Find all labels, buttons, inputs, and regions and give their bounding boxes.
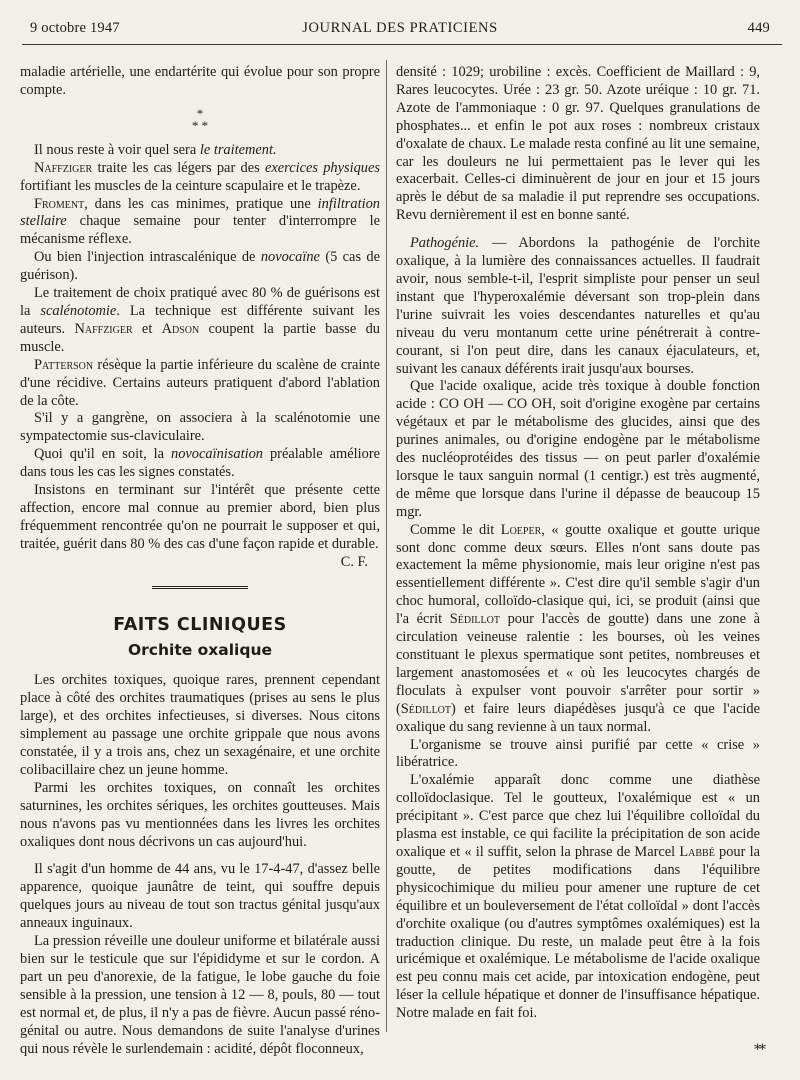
author-name: Loeper: [500, 521, 542, 538]
paragraph: La pression réveille une douleur uniforme et bilatérale aussi bien sur le testicule que sur l'épididyme et sur le cordon. A part un peu d'anorexie, de la fatigue, le lobe gauche du foie sensible à la pression, une tension à 12 — 8, pouls, 80 — tout est normal et, de plus, il n'y a pas de fièvre. Aucun passé réno-génital ou autre. Nous demandons de suite l'analyse d'urines qui nous révèle le surlendemain : acidité, dépôt floconneux,: [20, 933, 380, 1057]
left-column: [20, 64, 380, 1058]
paragraph: Il nous reste à voir quel sera le traitement.: [34, 141, 277, 158]
journal-name: JOURNAL DES PRATICIENS: [302, 20, 498, 36]
header-rule: [22, 44, 782, 45]
page-number: 449: [747, 20, 770, 36]
paragraph: Patterson résèque la partie inférieure du scalène de crainte d'une récidive. Certains auteurs pratiquent d'abord l'ablation de la côte.: [20, 356, 380, 409]
author-name: Naffziger: [34, 159, 93, 176]
column-rule: [386, 60, 387, 1032]
paragraph: maladie artérielle, une endartérite qui évolue pour son propre compte.: [20, 64, 380, 98]
paragraph: L'organisme se trouve ainsi purifié par cette « crise » libératrice.: [396, 736, 760, 771]
article-title: Orchite oxalique: [127, 641, 273, 660]
paragraph: Quoi qu'il en soit, la novocaïnisation préalable améliore dans tous les cas les signes constatés.: [20, 446, 380, 481]
subheading: Pathogénie.: [410, 235, 480, 252]
author-name: Naffziger: [74, 320, 133, 337]
section-separator: [152, 586, 248, 591]
running-header: [30, 20, 770, 42]
section-stars: * * *: [191, 105, 209, 133]
paragraph: S'il y a gangrène, on associera à la scalénotomie une sympatectomie sus-claviculaire.: [20, 410, 380, 445]
right-column: [396, 64, 760, 1023]
section-title: FAITS CLINIQUES: [113, 614, 287, 635]
paragraph: Le traitement de choix pratiqué avec 80 % de guérisons est la scalénotomie. La technique est différente suivant les auteurs. Naffziger et Adson coupent la partie basse du muscle.: [20, 285, 381, 355]
author-name: Froment: [34, 195, 85, 212]
author-name: Sédillot: [400, 700, 452, 717]
paragraph: Insistons en terminant sur l'intérêt que présente cette affection, encore mal connue au premier abord, bien plus fréquemment rencontrée qu'on ne pourrait le supposer et qui, traitée, guérit dans 80 % des cas d'une façon rapide et durable.: [20, 482, 380, 552]
paragraph: L'oxalémie apparaît donc comme une diathèse colloïdoclasique. Tel le goutteux, l'oxalémique est « un précipitant ». C'est parce que chez lui l'équilibre colloïdal du plasma est instable, ce qui facilite la précipitation de son acide oxalique et « il suffit, selon la phrase de Marcel Labbé pour la goutte, de petites modifications dans l'équilibre physicochimique du milieu pour amener une rupture de cet équilibre et un bouleversement de l'état colloïdal » dont l'accès d'orchite oxalique (ou d'autres symptômes oxalémiques) est la traduction clinique. Du reste, un malade peut être à la fois uricémique et oxalémique. Le métabolisme de l'acide oxalique est peu connu mais cet acide, par intoxication endogène, peut léser la cellule hépatique et donner de l'insuffisance hépatique. Notre malade en fait foi.: [396, 772, 760, 1022]
issue-date: 9 octobre 1947: [30, 20, 120, 36]
author-name: Sédillot: [449, 611, 500, 628]
paragraph: Pathogénie. — Abordons la pathogénie de l'orchite oxalique, à la lumière des connaissances actuelles. Il faudrait avoir, nous semble-t-il, l'esprit simpliste pour penser un seul instant que l'hyperoxalémie déversant son trop-plein dans l'urine suivrait les voies descendantes naturelles et qu'au niveau du veru montanum cette urine pénétrerait à contre-courant, si l'on peut dire, dans les canaux éjaculateurs, et, suivant les canaux déférents irait jusqu'aux bourses.: [396, 235, 760, 377]
paragraph: Ou bien l'injection intrascalénique de novocaïne (5 cas de guérison).: [20, 249, 380, 284]
paragraph: Froment, dans les cas minimes, pratique une infiltration stellaire chaque semaine pour tenter d'interrompre le mécanisme réflexe.: [20, 195, 380, 248]
printer-mark: **: [754, 1042, 764, 1058]
author-name: Patterson: [34, 356, 94, 373]
paragraph: Parmi les orchites toxiques, on connaît les orchites saturnines, les orchites sériques, les orchites goutteuses. Mais nous n'avons pas vu mentionnées dans les livres les orchites oxaliques dont nous décrivons un cas aujourd'hui.: [20, 779, 380, 850]
author-name: Adson: [161, 320, 200, 337]
signature: C. F.: [340, 553, 368, 570]
paragraph: Il s'agit d'un homme de 44 ans, vu le 17-4-47, d'assez belle apparence, quoique jaunâtre de teint, qui souffre depuis quelques jours au niveau de tout son tractus génital jusqu'aux anneaux inguinaux.: [20, 861, 380, 932]
author-name: Labbé: [679, 843, 715, 860]
paragraph: Les orchites toxiques, quoique rares, prennent cependant place à côté des orchites traumatiques (prises au sens le plus large), et des orchites infectieuses, si diverses. Nous citons simplement au passage une orchite grippale que nous avons constatée, il y a trois ans, chez un sexagénaire, et une orchite colibacillaire chez un jeune homme.: [20, 672, 380, 778]
paragraph: Naffziger traite les cas légers par des exercices physiques fortifiant les muscles de la ceinture scapulaire et le trapèze.: [20, 159, 380, 194]
paragraph: densité : 1029; urobiline : excès. Coefficient de Maillard : 9, Rares leucocytes. Urée : 23 gr. 50. Azote uréique : 10 gr. 71. Azote de l'ammoniaque : 0 gr. 97. Quelques granulations de phosphates... et enfin le pot aux roses : nombreux cristaux d'oxalate de chaux. Le malade resta confiné au lit une semaine, car les douleurs ne lui permettaient pas le lever qui les exacerbait. Celles-ci diminuèrent de jour en jour et 15 jours après le début de sa maladie il put reprendre ses occupations. Revu dernièrement il est en bonne santé.: [396, 64, 760, 224]
paragraph: Que l'acide oxalique, acide très toxique à double fonction acide : CO OH — CO OH, soit d'origine exogène par certains végétaux et par le métabolisme des glucides, ainsi que des purines animales, ou d'origine endogène par le métabolisme des nucléoprotéides des tissus — on peut parler d'oxalémie lorsque le taux sanguin normal (1 centigr.) est très augmenté, de même que lorsque dans l'urine il dépasse de beaucoup 15 mgr.: [396, 378, 760, 520]
paragraph: Comme le dit Loeper, « goutte oxalique et goutte urique sont donc comme deux sœurs. Elles n'ont sans doute pas exactement la même physionomie, mais leur origine n'est pas essentiellement différente ». C'est dire qu'il semble s'agir d'un choc humoral, colloïdo-clasique qui, ici, se produit (ainsi que l'a écrit Sédillot pour l'accès de goutte) dans une zone à circulation veineuse ralentie : les bourses, où les veines constituant le plexus spermatique sont petites, nombreuses et largement anastomosées et « où les leucocytes chargés de floculats à expulser vont pouvoir s'arrêter pour sortir » (Sédillot) et faire leurs diapédèses jusqu'à ce que l'acide oxalique du sang revienne à un taux normal.: [396, 521, 760, 735]
